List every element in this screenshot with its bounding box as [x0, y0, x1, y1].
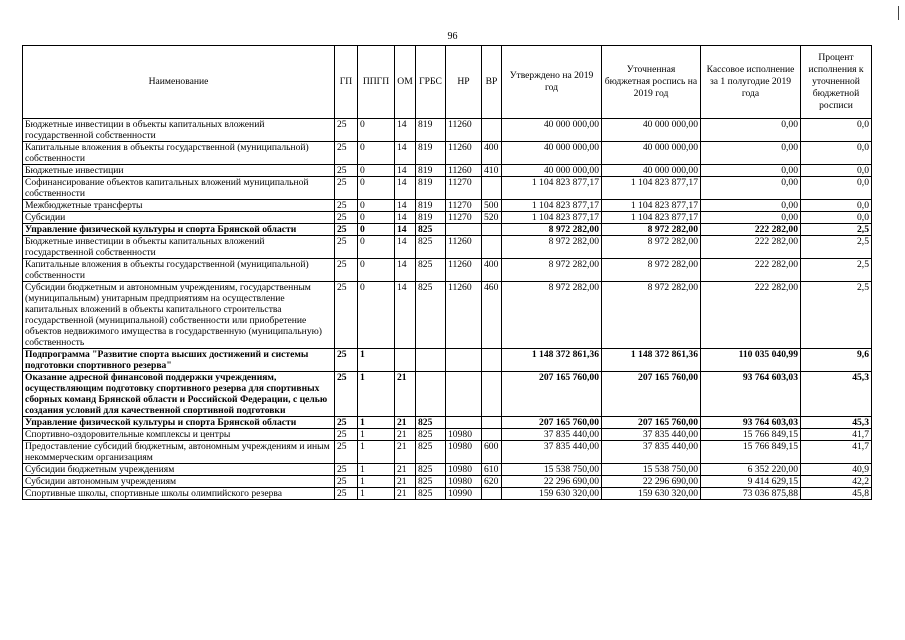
cell-gp: 25 — [335, 441, 358, 464]
cell-approved: 1 104 823 877,17 — [502, 177, 602, 200]
cell-nr: 10990 — [446, 488, 482, 500]
budget-table — [22, 45, 872, 500]
cell-refined: 22 296 690,00 — [602, 476, 701, 488]
cell-ppgp: 1 — [358, 488, 395, 500]
cell-om: 14 — [395, 165, 416, 177]
cell-cash: 222 282,00 — [701, 259, 801, 282]
cell-cash: 9 414 629,15 — [701, 476, 801, 488]
cell-cash: 0,00 — [701, 165, 801, 177]
cell-percent: 45,3 — [801, 417, 872, 429]
cell-approved: 15 538 750,00 — [502, 464, 602, 476]
cell-name: Предоставление субсидий бюджетным, автономным учреждениям и иным некоммерческим организациям — [23, 441, 335, 464]
cell-grbs: 825 — [416, 476, 446, 488]
cell-vr — [482, 349, 502, 372]
cell-om: 14 — [395, 200, 416, 212]
cell-name: Капитальные вложения в объекты государственной (муниципальной) собственности — [23, 142, 335, 165]
cell-grbs: 825 — [416, 259, 446, 282]
cell-gp: 25 — [335, 165, 358, 177]
cell-vr — [482, 224, 502, 236]
cell-approved: 8 972 282,00 — [502, 259, 602, 282]
cell-approved: 40 000 000,00 — [502, 119, 602, 142]
cell-refined: 37 835 440,00 — [602, 441, 701, 464]
cell-gp: 25 — [335, 236, 358, 259]
cell-grbs — [416, 372, 446, 417]
cell-gp: 25 — [335, 429, 358, 441]
cell-cash: 15 766 849,15 — [701, 441, 801, 464]
cell-approved: 40 000 000,00 — [502, 165, 602, 177]
table-row — [23, 212, 872, 224]
cell-percent: 41,7 — [801, 441, 872, 464]
cell-nr: 11270 — [446, 212, 482, 224]
cell-approved: 37 835 440,00 — [502, 441, 602, 464]
cell-vr — [482, 488, 502, 500]
cell-vr: 400 — [482, 142, 502, 165]
table-row — [23, 259, 872, 282]
cell-ppgp: 1 — [358, 417, 395, 429]
cell-nr: 10980 — [446, 476, 482, 488]
cell-om: 14 — [395, 236, 416, 259]
cell-percent: 45,8 — [801, 488, 872, 500]
cell-percent: 0,0 — [801, 200, 872, 212]
cell-refined: 1 104 823 877,17 — [602, 212, 701, 224]
cell-om: 21 — [395, 464, 416, 476]
header-cash: Кассовое исполнение за 1 полугодие 2019 года — [701, 46, 801, 119]
cell-cash: 110 035 040,99 — [701, 349, 801, 372]
cell-ppgp: 0 — [358, 119, 395, 142]
cell-grbs: 825 — [416, 417, 446, 429]
cell-cash: 0,00 — [701, 212, 801, 224]
table-body — [23, 119, 872, 500]
cell-name: Субсидии — [23, 212, 335, 224]
cell-om: 21 — [395, 476, 416, 488]
cell-percent: 45,3 — [801, 372, 872, 417]
cell-refined: 159 630 320,00 — [602, 488, 701, 500]
cell-nr: 11260 — [446, 119, 482, 142]
cell-nr — [446, 224, 482, 236]
cell-ppgp: 1 — [358, 464, 395, 476]
cell-name: Капитальные вложения в объекты государственной (муниципальной) собственности — [23, 259, 335, 282]
header-ppgp: ППГП — [358, 46, 395, 119]
table-row — [23, 441, 872, 464]
cell-refined: 1 148 372 861,36 — [602, 349, 701, 372]
cell-percent: 42,2 — [801, 476, 872, 488]
cell-refined: 8 972 282,00 — [602, 282, 701, 349]
cell-approved: 37 835 440,00 — [502, 429, 602, 441]
table-row — [23, 349, 872, 372]
cell-vr — [482, 372, 502, 417]
cell-ppgp: 0 — [358, 236, 395, 259]
cell-refined: 207 165 760,00 — [602, 417, 701, 429]
cell-gp: 25 — [335, 259, 358, 282]
cell-approved: 8 972 282,00 — [502, 224, 602, 236]
cell-ppgp: 0 — [358, 177, 395, 200]
cell-grbs: 819 — [416, 200, 446, 212]
cell-percent: 0,0 — [801, 177, 872, 200]
cell-gp: 25 — [335, 349, 358, 372]
cell-name: Бюджетные инвестиции в объекты капитальных вложений государственной собственности — [23, 119, 335, 142]
cell-grbs: 825 — [416, 282, 446, 349]
cell-gp: 25 — [335, 212, 358, 224]
cell-ppgp: 0 — [358, 259, 395, 282]
cell-om: 14 — [395, 282, 416, 349]
cell-refined: 40 000 000,00 — [602, 142, 701, 165]
header-percent: Процент исполнения к уточненной бюджетной росписи — [801, 46, 872, 119]
cell-cash: 222 282,00 — [701, 236, 801, 259]
cell-om: 14 — [395, 177, 416, 200]
cell-name: Софинансирование объектов капитальных вложений муниципальной собственности — [23, 177, 335, 200]
cell-percent: 40,9 — [801, 464, 872, 476]
cell-cash: 0,00 — [701, 200, 801, 212]
table-row — [23, 165, 872, 177]
header-nr: НР — [446, 46, 482, 119]
cell-name: Субсидии автономным учреждениям — [23, 476, 335, 488]
table-row — [23, 119, 872, 142]
cell-cash: 6 352 220,00 — [701, 464, 801, 476]
cell-percent: 0,0 — [801, 142, 872, 165]
cell-grbs: 825 — [416, 429, 446, 441]
cell-vr: 500 — [482, 200, 502, 212]
cell-vr: 410 — [482, 165, 502, 177]
cell-name: Бюджетные инвестиции — [23, 165, 335, 177]
cell-approved: 1 148 372 861,36 — [502, 349, 602, 372]
cell-om: 21 — [395, 417, 416, 429]
table-row — [23, 236, 872, 259]
table-row — [23, 372, 872, 417]
cell-cash: 15 766 849,15 — [701, 429, 801, 441]
cell-percent: 2,5 — [801, 282, 872, 349]
cell-grbs: 819 — [416, 165, 446, 177]
cell-percent: 41,7 — [801, 429, 872, 441]
header-refined: Уточненная бюджетная роспись на 2019 год — [602, 46, 701, 119]
cell-refined: 40 000 000,00 — [602, 165, 701, 177]
cell-vr — [482, 429, 502, 441]
cell-refined: 1 104 823 877,17 — [602, 177, 701, 200]
cell-approved: 8 972 282,00 — [502, 236, 602, 259]
cell-name: Подпрограмма "Развитие спорта высших достижений и системы подготовки спортивного резерва" — [23, 349, 335, 372]
cell-nr — [446, 349, 482, 372]
cell-gp: 25 — [335, 142, 358, 165]
cell-name: Спортивные школы, спортивные школы олимпийского резерва — [23, 488, 335, 500]
cell-nr: 10980 — [446, 464, 482, 476]
cell-cash: 0,00 — [701, 142, 801, 165]
cell-gp: 25 — [335, 372, 358, 417]
cell-om: 14 — [395, 142, 416, 165]
cell-name: Субсидии бюджетным и автономным учреждениям, государственным (муниципальным) унитарным предприятиям на осуществление капитальных вложений в объекты капитального строительства государственной (муниципальной) собственности или приобретение объектов недвижимого имущества в государственную (муниципальную) собственность — [23, 282, 335, 349]
cell-refined: 8 972 282,00 — [602, 224, 701, 236]
cell-om: 21 — [395, 441, 416, 464]
cell-cash: 222 282,00 — [701, 282, 801, 349]
cell-ppgp: 0 — [358, 282, 395, 349]
cell-grbs: 825 — [416, 441, 446, 464]
cell-om: 14 — [395, 119, 416, 142]
cell-percent: 0,0 — [801, 119, 872, 142]
cell-ppgp: 1 — [358, 429, 395, 441]
cell-vr: 400 — [482, 259, 502, 282]
table-row — [23, 464, 872, 476]
cell-gp: 25 — [335, 177, 358, 200]
cell-gp: 25 — [335, 476, 358, 488]
cell-nr: 11260 — [446, 165, 482, 177]
cell-ppgp: 0 — [358, 200, 395, 212]
cell-om: 21 — [395, 429, 416, 441]
cell-vr — [482, 177, 502, 200]
cell-approved: 159 630 320,00 — [502, 488, 602, 500]
cell-grbs: 825 — [416, 236, 446, 259]
cell-refined: 40 000 000,00 — [602, 119, 701, 142]
cell-gp: 25 — [335, 119, 358, 142]
cell-ppgp: 1 — [358, 476, 395, 488]
cell-grbs: 819 — [416, 212, 446, 224]
cell-om: 14 — [395, 259, 416, 282]
cell-name: Управление физической культуры и спорта Брянской области — [23, 224, 335, 236]
cell-nr: 11270 — [446, 177, 482, 200]
cell-gp: 25 — [335, 417, 358, 429]
table-row — [23, 429, 872, 441]
cell-name: Управление физической культуры и спорта Брянской области — [23, 417, 335, 429]
cell-refined: 8 972 282,00 — [602, 259, 701, 282]
cell-cash: 0,00 — [701, 119, 801, 142]
cell-ppgp: 1 — [358, 349, 395, 372]
cell-om: 14 — [395, 212, 416, 224]
cell-grbs: 825 — [416, 464, 446, 476]
cell-nr: 10980 — [446, 441, 482, 464]
table-header-row — [23, 46, 872, 119]
cell-refined: 15 538 750,00 — [602, 464, 701, 476]
cell-ppgp: 0 — [358, 212, 395, 224]
cell-ppgp: 1 — [358, 441, 395, 464]
cell-refined: 37 835 440,00 — [602, 429, 701, 441]
cell-percent: 2,5 — [801, 224, 872, 236]
cell-grbs: 819 — [416, 119, 446, 142]
table-row — [23, 417, 872, 429]
header-om: ОМ — [395, 46, 416, 119]
cell-vr — [482, 119, 502, 142]
cell-approved: 1 104 823 877,17 — [502, 212, 602, 224]
header-grbs: ГРБС — [416, 46, 446, 119]
cell-vr: 610 — [482, 464, 502, 476]
cell-name: Спортивно-оздоровительные комплексы и центры — [23, 429, 335, 441]
cell-approved: 207 165 760,00 — [502, 372, 602, 417]
cell-gp: 25 — [335, 224, 358, 236]
cell-nr — [446, 417, 482, 429]
cell-om — [395, 349, 416, 372]
cell-vr: 620 — [482, 476, 502, 488]
cell-refined: 1 104 823 877,17 — [602, 200, 701, 212]
cell-nr: 11270 — [446, 200, 482, 212]
cell-vr — [482, 417, 502, 429]
cell-name: Бюджетные инвестиции в объекты капитальных вложений государственной собственности — [23, 236, 335, 259]
page-number: 96 — [447, 31, 458, 42]
cell-percent: 2,5 — [801, 259, 872, 282]
cell-name: Межбюджетные трансферты — [23, 200, 335, 212]
cell-om: 21 — [395, 372, 416, 417]
cell-nr: 11260 — [446, 259, 482, 282]
cell-vr: 460 — [482, 282, 502, 349]
cell-grbs: 819 — [416, 142, 446, 165]
cell-refined: 207 165 760,00 — [602, 372, 701, 417]
cell-vr: 520 — [482, 212, 502, 224]
cell-cash: 222 282,00 — [701, 224, 801, 236]
header-vr: ВР — [482, 46, 502, 119]
table-row — [23, 476, 872, 488]
cell-nr: 10980 — [446, 429, 482, 441]
cell-grbs: 819 — [416, 177, 446, 200]
cell-cash: 73 036 875,88 — [701, 488, 801, 500]
cell-approved: 207 165 760,00 — [502, 417, 602, 429]
cell-nr: 11260 — [446, 236, 482, 259]
table-row — [23, 224, 872, 236]
table-row — [23, 177, 872, 200]
scan-edge-mark — [898, 6, 899, 20]
cell-gp: 25 — [335, 488, 358, 500]
cell-vr — [482, 236, 502, 259]
table-row — [23, 282, 872, 349]
cell-refined: 8 972 282,00 — [602, 236, 701, 259]
table-row — [23, 488, 872, 500]
cell-percent: 2,5 — [801, 236, 872, 259]
cell-om: 14 — [395, 224, 416, 236]
cell-nr — [446, 372, 482, 417]
cell-grbs — [416, 349, 446, 372]
cell-cash: 93 764 603,03 — [701, 417, 801, 429]
cell-gp: 25 — [335, 282, 358, 349]
cell-approved: 22 296 690,00 — [502, 476, 602, 488]
header-name: Наименование — [23, 46, 335, 119]
cell-approved: 40 000 000,00 — [502, 142, 602, 165]
cell-cash: 93 764 603,03 — [701, 372, 801, 417]
cell-approved: 8 972 282,00 — [502, 282, 602, 349]
cell-om: 21 — [395, 488, 416, 500]
cell-percent: 0,0 — [801, 212, 872, 224]
cell-ppgp: 0 — [358, 165, 395, 177]
cell-name: Субсидии бюджетным учреждениям — [23, 464, 335, 476]
cell-nr: 11260 — [446, 142, 482, 165]
cell-approved: 1 104 823 877,17 — [502, 200, 602, 212]
cell-percent: 0,0 — [801, 165, 872, 177]
cell-grbs: 825 — [416, 224, 446, 236]
header-approved: Утверждено на 2019 год — [502, 46, 602, 119]
cell-cash: 0,00 — [701, 177, 801, 200]
cell-percent: 9,6 — [801, 349, 872, 372]
cell-ppgp: 1 — [358, 372, 395, 417]
table-row — [23, 142, 872, 165]
cell-grbs: 825 — [416, 488, 446, 500]
header-gp: ГП — [335, 46, 358, 119]
cell-gp: 25 — [335, 464, 358, 476]
cell-vr: 600 — [482, 441, 502, 464]
cell-ppgp: 0 — [358, 142, 395, 165]
cell-ppgp: 0 — [358, 224, 395, 236]
table-row — [23, 200, 872, 212]
cell-gp: 25 — [335, 200, 358, 212]
cell-name: Оказание адресной финансовой поддержки учреждениям, осуществляющим подготовку спортивного резерва для спортивных сборных команд Брянской области и Российской Федерации, с целью создания условий для качественной спортивной подготовки — [23, 372, 335, 417]
cell-nr: 11260 — [446, 282, 482, 349]
